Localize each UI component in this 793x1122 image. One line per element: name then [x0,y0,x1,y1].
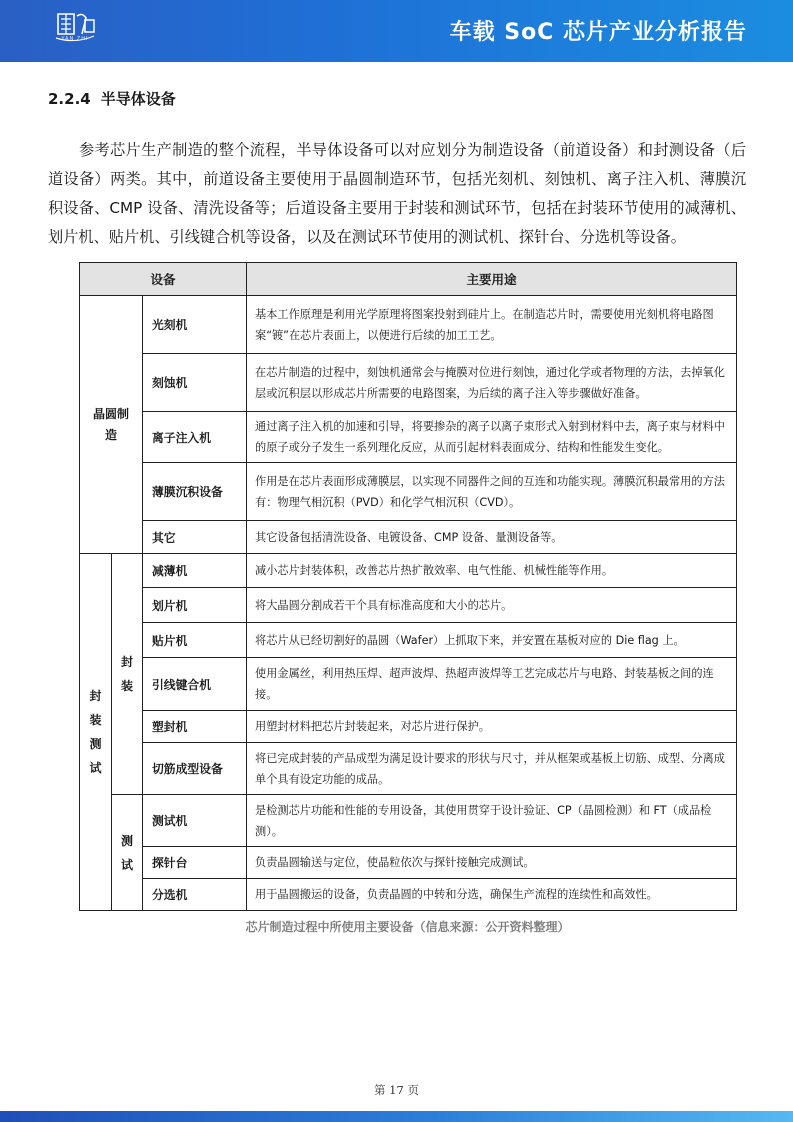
equipment-name: 探针台 [143,847,247,879]
table-row [80,879,737,911]
equipment-usage: 其它设备包括清洗设备、电镀设备、CMP 设备、量测设备等。 [247,521,737,554]
table-row [80,296,737,354]
logo-wordmark: YAN ZHI [61,36,89,42]
table-row [80,623,737,658]
equipment-name: 刻蚀机 [143,354,247,412]
table-row [80,412,737,463]
equipment-name: 贴片机 [143,623,247,658]
equipment-name: 切筋成型设备 [143,743,247,795]
table-row [80,847,737,879]
equipment-name: 光刻机 [143,296,247,354]
table-row [80,354,737,412]
equipment-usage: 使用金属丝，利用热压焊、超声波焊、热超声波焊等工艺完成芯片与电路、封装基板之间的连接。 [247,658,737,711]
table-row [80,743,737,795]
equipment-usage: 负责晶圆输送与定位，使晶粒依次与探针接触完成测试。 [247,847,737,879]
table-row [80,711,737,743]
section-title: 半导体设备 [100,90,176,108]
table-row [80,795,737,847]
page-number: 第 17 页 [374,1083,419,1097]
equipment-usage: 基本工作原理是利用光学原理将图案投射到硅片上。在制造芯片时，需要使用光刻机将电路图案“镀”在芯片表面上，以便进行后续的加工工艺。 [247,296,737,354]
equipment-usage: 通过离子注入机的加速和引导，将要掺杂的离子以离子束形式入射到材料中去，离子束与材料中的原子或分子发生一系列理化反应，从而引起材料表面成分、结构和性能发生变化。 [247,412,737,463]
table-row [80,554,737,588]
equipment-name: 测试机 [143,795,247,847]
equipment-usage: 将已完成封装的产品成型为满足设计要求的形状与尺寸，并从框架或基板上切筋、成型、分离成单个具有设定功能的成品。 [247,743,737,795]
table-row [80,463,737,521]
body-paragraph: 参考芯片生产制造的整个流程，半导体设备可以对应划分为制造设备（前道设备）和封测设备（后道设备）两类。其中，前道设备主要使用于晶圆制造环节，包括光刻机、刻蚀机、离子注入机、薄膜沉积设备、CMP 设备、清洗设备等；后道设备主要用于封装和测试环节，包括在封装环节使用的减薄机、划片机、贴片机、引线键合机等设备，以及在测试环节使用的测试机、探针台、分选机等设备。 [48,141,746,246]
equipment-name: 减薄机 [143,554,247,588]
section-heading [48,88,176,109]
section-number: 2.2.4 [48,90,91,108]
page-header [0,0,793,62]
equipment-usage: 用于晶圆搬运的设备，负责晶圆的中转和分选，确保生产流程的连续性和高效性。 [247,879,737,911]
equipment-name: 引线键合机 [143,658,247,711]
equipment-name: 离子注入机 [143,412,247,463]
subcategory-testing: 测试 [112,795,143,911]
equipment-usage: 用塑封材料把芯片封装起来，对芯片进行保护。 [247,711,737,743]
equipment-usage: 在芯片制造的过程中，刻蚀机通常会与掩膜对位进行刻蚀，通过化学或者物理的方法，去掉氧化层或沉积层以形成芯片所需要的电路图案，为后续的离子注入等步骤做好准备。 [247,354,737,412]
equipment-usage: 作用是在芯片表面形成薄膜层，以实现不同器件之间的互连和功能实现。薄膜沉积最常用的方法有：物理气相沉积（PVD）和化学气相沉积（CVD）。 [247,463,737,521]
table-row [80,588,737,623]
equipment-name: 薄膜沉积设备 [143,463,247,521]
category-wafer-manufacturing: 晶圆制造 [80,296,143,554]
equipment-name: 划片机 [143,588,247,623]
equipment-usage: 是检测芯片功能和性能的专用设备，其使用贯穿于设计验证、CP（晶圆检测）和 FT（成品检测）。 [247,795,737,847]
equipment-name: 塑封机 [143,711,247,743]
header-equipment: 设备 [80,263,247,296]
equipment-usage: 将芯片从已经切割好的晶圆（Wafer）上抓取下来，并安置在基板对应的 Die flag 上。 [247,623,737,658]
category-packaging-testing: 封装测试 [80,554,112,911]
equipment-name: 其它 [143,521,247,554]
equipment-usage: 将大晶圆分割成若干个具有标准高度和大小的芯片。 [247,588,737,623]
table-header-row [80,263,737,296]
table-row [80,658,737,711]
subcategory-packaging: 封装 [112,554,143,795]
equipment-name: 分选机 [143,879,247,911]
equipment-table [79,262,737,911]
equipment-usage: 减小芯片封装体积，改善芯片热扩散效率、电气性能、机械性能等作用。 [247,554,737,588]
yanzhi-logo-icon [52,8,98,54]
header-usage: 主要用途 [247,263,737,296]
footer-bar [0,1111,793,1122]
table-caption: 芯片制造过程中所使用主要设备（信息来源：公开资料整理） [245,920,570,934]
table-row [80,521,737,554]
report-title: 车载 SoC 芯片产业分析报告 [449,20,747,45]
